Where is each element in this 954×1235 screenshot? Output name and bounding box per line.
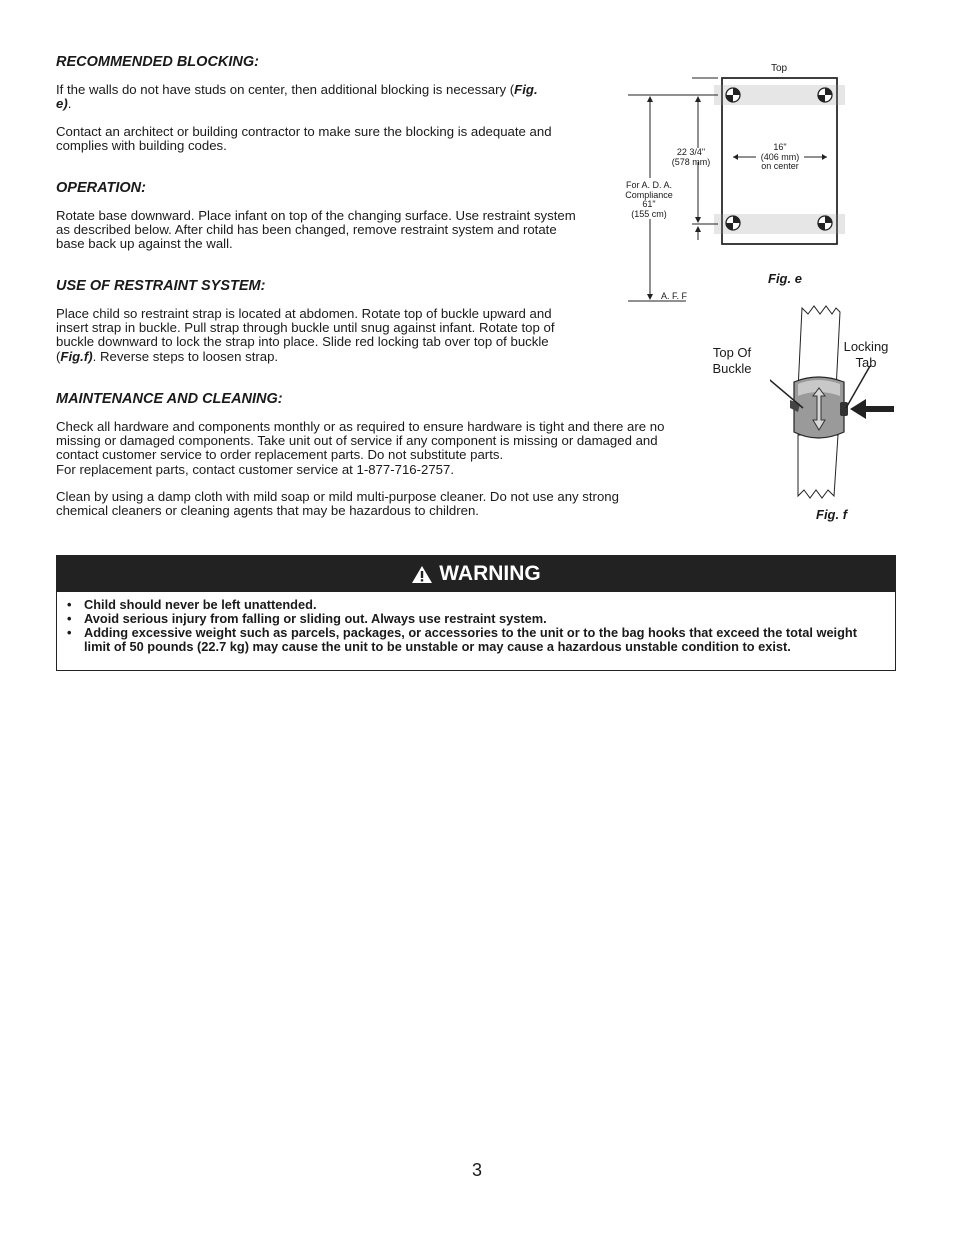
fig-e-caption: Fig. e	[768, 271, 802, 286]
maintenance-paragraph-1: Check all hardware and components monthly or as required to ensure hardware is tight and there are no missing or damaged components. Take unit out of service if any component is missing or damaged and contact customer service to order replacement parts. Do not substitute parts. For replacement parts, contact customer service at 1-877-716-2757.	[56, 419, 665, 477]
fig-e-spacing-label: 16" (406 mm) on center	[760, 142, 800, 171]
blocking-paragraph-2: Contact an architect or building contractor to make sure the blocking is adequate and complies with building codes.	[56, 124, 552, 154]
strap-bottom	[798, 435, 838, 498]
warning-box	[56, 555, 896, 671]
fig-e-top-label: Top	[770, 63, 788, 74]
top-of-buckle-label: Top Of Buckle	[712, 345, 752, 376]
fig-e-floor-label: A. F. F	[660, 291, 687, 301]
maintenance-paragraph-2: Clean by using a damp cloth with mild soap or mild multi-purpose cleaner. Do not use any strong chemical cleaners or cleaning agents that may be hazardous to children.	[56, 489, 619, 519]
fig-f-reference: Fig.f)	[60, 348, 93, 364]
fig-e-reference: Fig. e)	[56, 82, 538, 112]
heading-maintenance-and-cleaning: MAINTENANCE AND CLEANING:	[56, 391, 283, 407]
locking-tab-leader	[846, 366, 870, 408]
warning-header	[57, 556, 895, 592]
heading-use-of-restraint-system: USE OF RESTRAINT SYSTEM:	[56, 278, 266, 294]
fig-e-height-label: 22 3/4" (578 mm)	[671, 147, 711, 167]
page-number: 3	[471, 1160, 482, 1180]
fig-f-buckle-illustration	[770, 300, 900, 510]
warning-item: • Child should never be left unattended.	[84, 598, 885, 612]
locking-tab	[840, 402, 848, 416]
warning-title: WARNING	[439, 562, 541, 585]
buckle-body	[790, 377, 848, 438]
fig-f-caption: Fig. f	[816, 507, 848, 522]
arrow-icon	[850, 399, 894, 419]
heading-operation: OPERATION:	[56, 180, 146, 196]
warning-triangle-icon	[411, 565, 433, 584]
operation-paragraph: Rotate base downward. Place infant on top of the changing surface. Use restraint system as described below. After child has been changed, remove restraint system and rotate base back up against the wall.	[56, 208, 576, 252]
fig-e-ada-label: For A. D. A. Compliance 61" (155 cm)	[618, 181, 680, 219]
restraint-paragraph: Place child so restraint strap is located at abdomen. Rotate top of buckle upward and insert strap in buckle. Pull strap through buckle until snug against infant. Rotate top of buckle downward to lock the strap into place. Slide red locking tab over top of buckle (Fig.f). Reverse steps to loosen strap.	[56, 306, 555, 364]
warning-item: • Avoid serious injury from falling or sliding out. Always use restraint system.	[84, 612, 885, 626]
warning-list	[57, 592, 895, 654]
locking-tab-label: Locking Tab	[843, 339, 889, 370]
warning-item: • Adding excessive weight such as parcels, packages, or accessories to the unit or to the bag hooks that exceed the total weight limit of 50 pounds (22.7 kg) may cause the unit to be unstable or may cause a hazardous unstable condition to exist.	[84, 626, 885, 654]
heading-recommended-blocking: RECOMMENDED BLOCKING:	[56, 54, 259, 70]
blocking-paragraph-1: If the walls do not have studs on center, then additional blocking is necessary (Fig. e).	[56, 82, 538, 112]
